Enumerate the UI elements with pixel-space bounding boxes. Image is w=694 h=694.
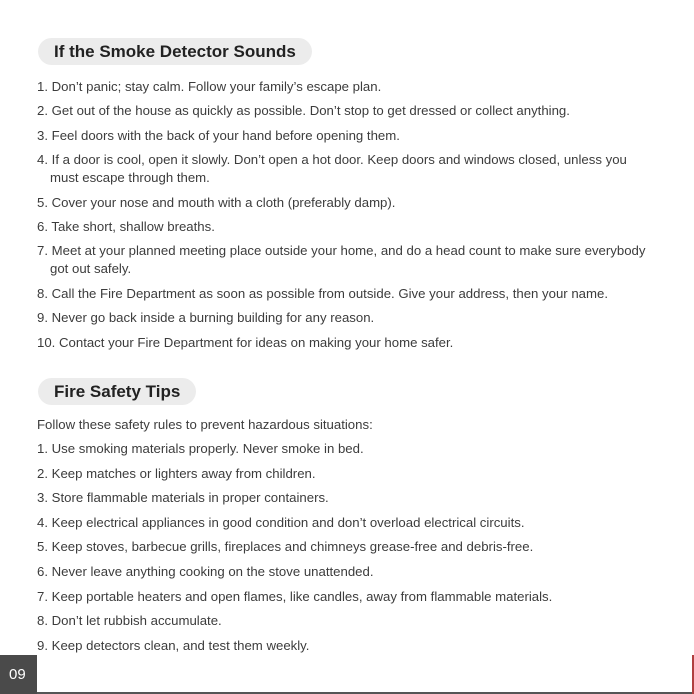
smoke-detector-steps-list [37,78,647,358]
list-item: 6. Never leave anything cooking on the stove unattended. [37,563,374,579]
page-number: 09 [9,666,26,683]
list-item: 5. Keep stoves, barbecue grills, fireplaces and chimneys grease-free and debris-free. [37,539,534,555]
list-item: 8. Don’t let rubbish accumulate. [37,613,222,629]
fire-safety-intro: Follow these safety rules to prevent hazardous situations: [37,417,373,432]
list-item: 1. Use smoking materials properly. Never smoke in bed. [37,441,364,456]
list-item: 7. Keep portable heaters and open flames, like candles, away from flammable materials. [37,588,553,604]
list-item: 3. Feel doors with the back of your hand before opening them. [37,127,400,143]
list-item: 10. Contact your Fire Department for ideas on making your home safer. [37,334,454,350]
list-item: 9. Never go back inside a burning building for any reason. [37,310,375,326]
fire-safety-tips-list [37,440,647,661]
list-item: 9. Keep detectors clean, and test them weekly. [37,637,310,653]
section-heading-fire-safety-tips: Fire Safety Tips [38,378,196,405]
section-heading-smoke-detector: If the Smoke Detector Sounds [38,38,312,65]
list-item: 2. Keep matches or lighters away from children. [37,465,316,481]
list-item: 5. Cover your nose and mouth with a cloth (preferably damp). [37,194,396,210]
list-item: 3. Store flammable materials in proper containers. [37,490,329,506]
list-item: 8. Call the Fire Department as soon as possible from outside. Give your address, then your name. [37,285,609,301]
page-edge-mark [692,655,694,694]
list-item: 2. Get out of the house as quickly as possible. Don’t stop to get dressed or collect anything. [37,103,570,119]
list-item: 6. Take short, shallow breaths. [37,218,215,234]
list-item: 4. If a door is cool, open it slowly. Don’t open a hot door. Keep doors and windows closed, unless you must escape through them. [37,152,627,186]
list-item: 4. Keep electrical appliances in good condition and don’t overload electrical circuits. [37,514,525,530]
footer-rule [37,692,694,694]
list-item: 1. Don’t panic; stay calm. Follow your family’s escape plan. [37,79,382,94]
list-item: 7. Meet at your planned meeting place outside your home, and do a head count to make sure everybody got out safely. [37,243,646,277]
